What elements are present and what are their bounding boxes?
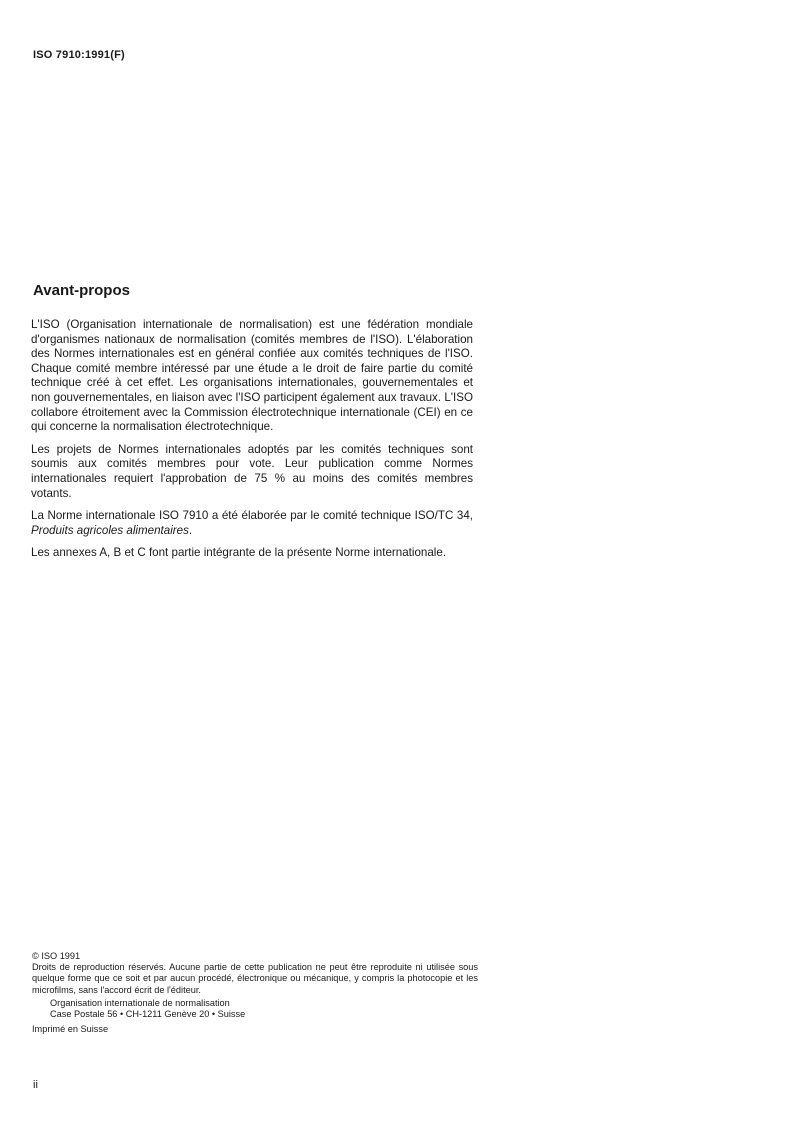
- section-title: Avant-propos: [33, 282, 130, 299]
- printed-in: Imprimé en Suisse: [32, 1024, 109, 1035]
- foreword-paragraph-3: [31, 509, 473, 538]
- foreword-paragraph-2: Les projets de Normes internationales adoptés par les comités techniques sont soumis aux comités membres pour vote. Leur publication comme Normes internationales requiert l'approbation de 75 % au moins des comités membres votants.: [31, 442, 473, 500]
- committee-title: Produits agricoles alimentaires: [31, 523, 189, 537]
- publisher-name: Organisation internationale de normalisation: [50, 997, 230, 1008]
- paragraph-3-text: La Norme internationale ISO 7910 a été élaborée par le comité technique ISO/TC 34,: [31, 509, 473, 523]
- paragraph-3-end: .: [188, 523, 193, 537]
- copyright-block: [32, 951, 478, 1035]
- foreword-body: [31, 318, 473, 569]
- foreword-paragraph-4: Les annexes A, B et C font partie intégrante de la présente Norme internationale.: [31, 546, 447, 560]
- copyright-rights: Droits de reproduction réservés. Aucune partie de cette publication ne peut être reproduite ni utilisée sous quelque forme que ce soit et par aucun procédé, électronique ou mécanique, y compris la photocopie et les microfilms, sans l'accord écrit de l'éditeur.: [32, 962, 478, 995]
- foreword-paragraph-1: L'ISO (Organisation internationale de normalisation) est une fédération mondiale d'organismes nationaux de normalisation (comités membres de l'ISO). L'élaboration des Normes internationales est en général confiée aux comités techniques de l'ISO. Chaque comité membre intéressé par une étude a le droit de faire partie du comité technique créé à cet effet. Les organisations internationales, gouvernementales et non gouvernementales, en liaison avec l'ISO participent également aux travaux. L'ISO collabore étroitement avec la Commission électrotechnique internationale (CEI) en ce qui concerne la normalisation électrotechnique.: [31, 318, 473, 434]
- standard-identifier: ISO 7910:1991(F): [33, 49, 125, 61]
- page-number: ii: [33, 1079, 38, 1091]
- publisher-address: [32, 998, 478, 1020]
- copyright-notice: © ISO 1991: [32, 951, 81, 961]
- publisher-postal-address: Case Postale 56 • CH-1211 Genève 20 • Suisse: [50, 1009, 246, 1020]
